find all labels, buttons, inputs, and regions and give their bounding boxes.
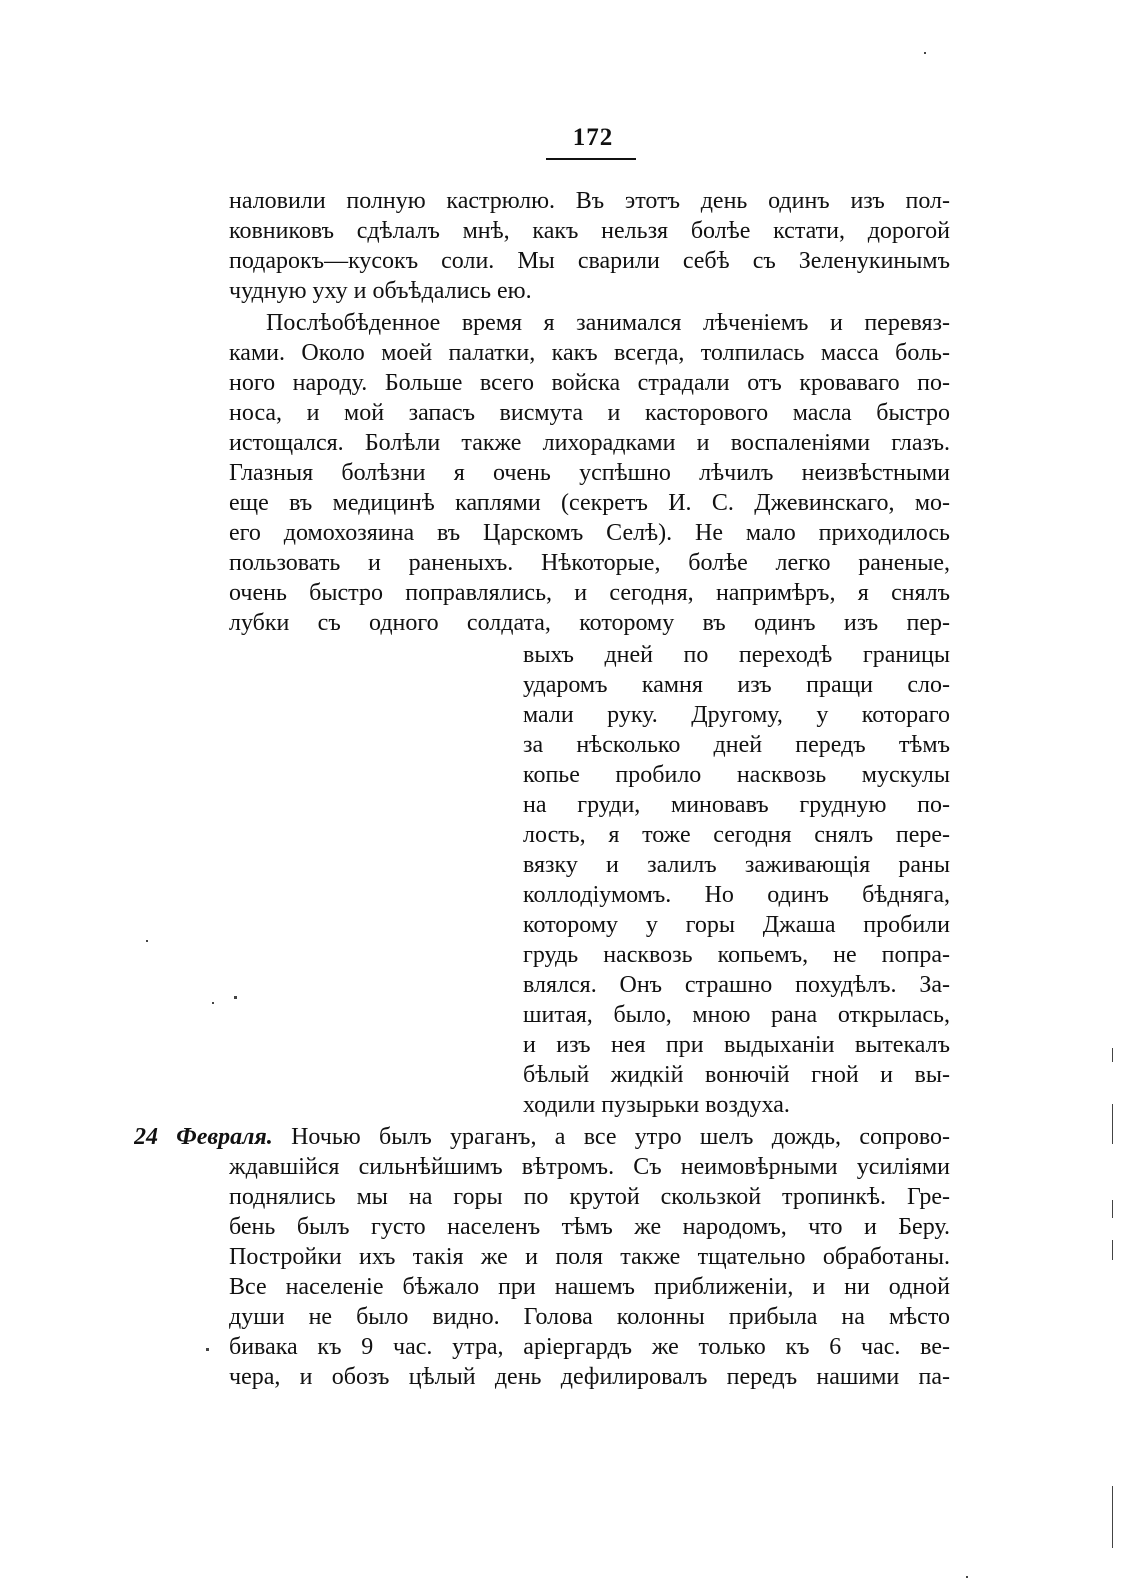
text-line: шитая, было, мною рана открылась, bbox=[523, 1002, 950, 1028]
text-line: мали руку. Другому, у котораго bbox=[523, 702, 950, 728]
text-line: вязку и залилъ заживающія раны bbox=[523, 852, 950, 878]
text-line: Послѣобѣденное время я занимался лѣченіемъ и перевяз- bbox=[266, 310, 950, 336]
text-line: лубки съ одного солдата, которому въ одинъ изъ пер- bbox=[229, 610, 950, 636]
text-line: истощался. Болѣли также лихорадками и воспаленіями глазъ. bbox=[229, 430, 950, 456]
scan-speck bbox=[212, 1002, 214, 1004]
text-line: ного народу. Больше всего войска страдали отъ кроваваго по- bbox=[229, 370, 950, 396]
scan-speck bbox=[1112, 1200, 1113, 1218]
text-line: ками. Около моей палатки, какъ всегда, толпилась масса боль- bbox=[229, 340, 950, 366]
scan-speck bbox=[1112, 1240, 1113, 1260]
text-line: Все населеніе бѣжало при нашемъ приближеніи, и ни одной bbox=[229, 1274, 950, 1300]
text-line: коллодіумомъ. Но одинъ бѣдняга, bbox=[523, 882, 950, 908]
scan-speck bbox=[206, 1348, 209, 1351]
text-line: за нѣсколько дней передъ тѣмъ bbox=[523, 732, 950, 758]
dated-entry-first-line bbox=[134, 1122, 950, 1152]
scan-speck bbox=[1112, 1048, 1113, 1062]
text-line: бень былъ густо населенъ тѣмъ же народомъ, что и Беру. bbox=[229, 1214, 950, 1240]
text-segment: Ночью былъ ураганъ, а все утро шелъ дождь, сопрово- bbox=[291, 1124, 950, 1150]
text-line: на груди, миновавъ грудную по- bbox=[523, 792, 950, 818]
text-line: его домохозяина въ Царскомъ Селѣ). Не мало приходилось bbox=[229, 520, 950, 546]
text-line: очень быстро поправлялись, и сегодня, напримѣръ, я снялъ bbox=[229, 580, 950, 606]
text-line: носа, и мой запасъ висмута и касторового масла быстро bbox=[229, 400, 950, 426]
scan-speck bbox=[966, 1576, 968, 1578]
text-line: и изъ нея при выдыханіи вытекалъ bbox=[523, 1032, 950, 1058]
text-line: ударомъ камня изъ пращи сло- bbox=[523, 672, 950, 698]
scan-speck bbox=[924, 52, 926, 54]
text-line: выхъ дней по переходѣ границы bbox=[523, 642, 950, 668]
text-line: пользовать и раненыхъ. Нѣкоторые, болѣе легко раненые, bbox=[229, 550, 950, 576]
text-line: которому у горы Джаша пробили bbox=[523, 912, 950, 938]
text-line: ждавшійся сильнѣйшимъ вѣтромъ. Съ неимовѣрными усиліями bbox=[229, 1154, 950, 1180]
text-line: бѣлый жидкій вонючій гной и вы- bbox=[523, 1062, 950, 1088]
page-number: 172 bbox=[572, 124, 614, 151]
date-label: 24 Февраля. bbox=[134, 1124, 273, 1150]
text-line: влялся. Онъ страшно похудѣлъ. За- bbox=[523, 972, 950, 998]
text-line: еще въ медицинѣ каплями (секретъ И. С. Джевинскаго, мо- bbox=[229, 490, 950, 516]
text-line: Глазныя болѣзни я очень успѣшно лѣчилъ неизвѣстными bbox=[229, 460, 950, 486]
text-line: поднялись мы на горы по крутой скользкой тропинкѣ. Гре- bbox=[229, 1184, 950, 1210]
text-line: чудную уху и объѣдались ею. bbox=[229, 278, 532, 304]
text-line: ковниковъ сдѣлалъ мнѣ, какъ нельзя болѣе кстати, дорогой bbox=[229, 218, 950, 244]
scan-speck bbox=[146, 940, 148, 942]
text-line: копье пробило насквозь мускулы bbox=[523, 762, 950, 788]
text-line: лость, я тоже сегодня снялъ пере- bbox=[523, 822, 950, 848]
text-line: наловили полную кастрюлю. Въ этотъ день одинъ изъ пол- bbox=[229, 188, 950, 214]
text-line: бивака къ 9 час. утра, аріергардъ же только къ 6 час. ве- bbox=[229, 1334, 950, 1360]
scan-speck bbox=[1112, 1486, 1113, 1548]
text-line: ходили пузырьки воздуха. bbox=[523, 1092, 790, 1118]
text-line: Постройки ихъ такія же и поля также тщательно обработаны. bbox=[229, 1244, 950, 1270]
text-line: чера, и обозъ цѣлый день дефилировалъ передъ нашими па- bbox=[229, 1364, 950, 1390]
scan-speck bbox=[1112, 1104, 1113, 1144]
page-number-rule bbox=[546, 158, 636, 160]
scan-speck bbox=[234, 996, 237, 999]
text-line: грудь насквозь копьемъ, не попра- bbox=[523, 942, 950, 968]
text-line: души не было видно. Голова колонны прибыла на мѣсто bbox=[229, 1304, 950, 1330]
text-line: подарокъ—кусокъ соли. Мы сварили себѣ съ Зеленукинымъ bbox=[229, 248, 950, 274]
